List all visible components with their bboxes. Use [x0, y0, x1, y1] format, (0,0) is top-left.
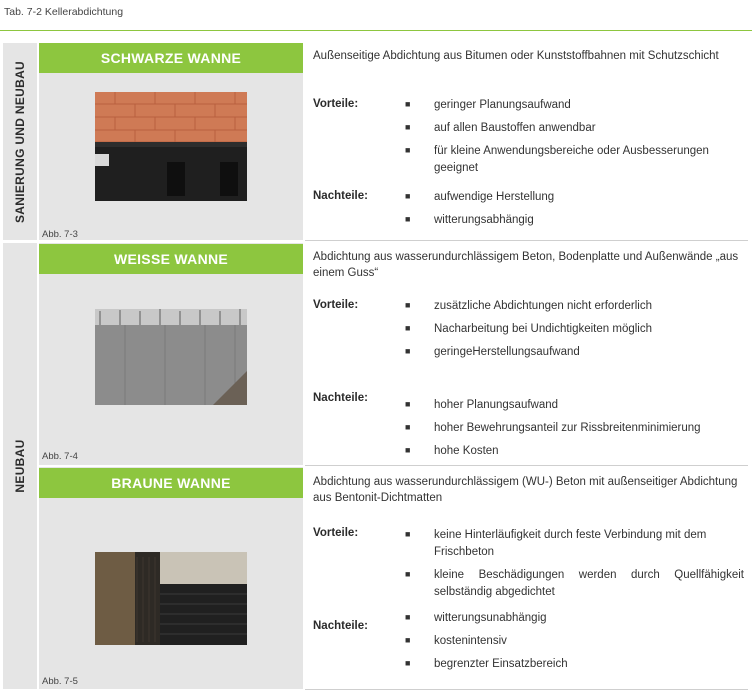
band-new-build: [3, 243, 37, 689]
section-2-description: Abdichtung aus wasserundurchlässigem Beton, Bodenplatte und Außenwände „aus einem Guss“: [313, 251, 739, 279]
brown-tank-wall-illustration: [95, 552, 247, 645]
section-1-con-1: aufwendige Herstellung: [434, 191, 555, 203]
section-3-figure-label: Abb. 7-5: [42, 676, 78, 687]
section-1-photo: [95, 92, 247, 201]
bullet-icon: ■: [405, 399, 411, 409]
table-caption: Tab. 7-2 Kellerabdichtung: [4, 6, 124, 18]
bullet-icon: ■: [405, 346, 411, 356]
section-1-con-2: witterungsabhängig: [434, 214, 534, 226]
section-2-pro-1: zusätzliche Abdichtungen nicht erforderlich: [434, 300, 652, 312]
band-label-bottom: NEUBAU: [13, 439, 27, 493]
section-1-header: SCHWARZE WANNE: [39, 43, 303, 73]
section-1-description: Außenseitige Abdichtung aus Bitumen oder Kunststoffbahnen mit Schutzschicht: [313, 50, 719, 62]
section-3-cons-label: Nachteile:: [313, 620, 368, 632]
section-3-con-3: begrenzter Einsatzbereich: [434, 658, 568, 670]
bullet-icon: ■: [405, 658, 411, 668]
bullet-icon: ■: [405, 214, 411, 224]
bullet-icon: ■: [405, 569, 411, 579]
section-2-figure-label: Abb. 7-4: [42, 451, 78, 462]
bullet-icon: ■: [405, 612, 411, 622]
section-1-pros-label: Vorteile:: [313, 98, 359, 110]
section-2-con-1: hoher Planungsaufwand: [434, 399, 559, 411]
section-1-pro-3: für kleine Anwendungsbereiche oder Ausbesserungen geeignet: [434, 145, 709, 174]
section-2-con-3: hohe Kosten: [434, 445, 499, 457]
section-1-pro-1: geringer Planungsaufwand: [434, 99, 571, 111]
section-3-photo: [95, 552, 247, 645]
bullet-icon: ■: [405, 422, 411, 432]
section-2-con-2: hoher Bewehrungsanteil zur Rissbreitenminimierung: [434, 422, 701, 434]
section-3-pro-1: keine Hinterläufigkeit durch feste Verbindung mit dem Frischbeton: [434, 529, 707, 558]
section-2-header: WEISSE WANNE: [39, 244, 303, 274]
caption-rule: [0, 30, 752, 31]
white-tank-wall-illustration: [95, 309, 247, 405]
section-3-con-1: witterungsunabhängig: [434, 612, 547, 624]
bullet-icon: ■: [405, 300, 411, 310]
section-3-pros-label: Vorteile:: [313, 527, 359, 539]
bullet-icon: ■: [405, 145, 411, 155]
bullet-icon: ■: [405, 635, 411, 645]
bullet-icon: ■: [405, 445, 411, 455]
section-2-pro-2: Nacharbeitung bei Undichtigkeiten möglich: [434, 323, 652, 335]
bullet-icon: ■: [405, 99, 411, 109]
section-1-pro-2: auf allen Baustoffen anwendbar: [434, 122, 596, 134]
section-3-description: Abdichtung aus wasserundurchlässigem (WU-) Beton mit außenseitiger Abdichtung aus Bentonit-Dichtmatten: [313, 476, 738, 504]
bullet-icon: ■: [405, 122, 411, 132]
bullet-icon: ■: [405, 191, 411, 201]
band-renovation-and-new-build: [3, 43, 37, 240]
section-1-figure-label: Abb. 7-3: [42, 229, 78, 240]
section-2-cons-label: Nachteile:: [313, 392, 368, 404]
bullet-icon: ■: [405, 323, 411, 333]
section-1-cons-label: Nachteile:: [313, 190, 368, 202]
section-2-pros-label: Vorteile:: [313, 299, 359, 311]
section-2-pro-3: geringeHerstellungsaufwand: [434, 346, 580, 358]
black-tank-wall-illustration: [95, 92, 247, 201]
section-2-photo: [95, 309, 247, 405]
band-label-top: SANIERUNG UND NEUBAU: [13, 60, 27, 223]
section-3-pro-2: kleine Beschädigungen werden durch Quellfähigkeit selbständig abgedichtet: [434, 569, 744, 598]
section-3-header: BRAUNE WANNE: [39, 468, 303, 498]
bullet-icon: ■: [405, 529, 411, 539]
section-3-con-2: kostenintensiv: [434, 635, 507, 647]
